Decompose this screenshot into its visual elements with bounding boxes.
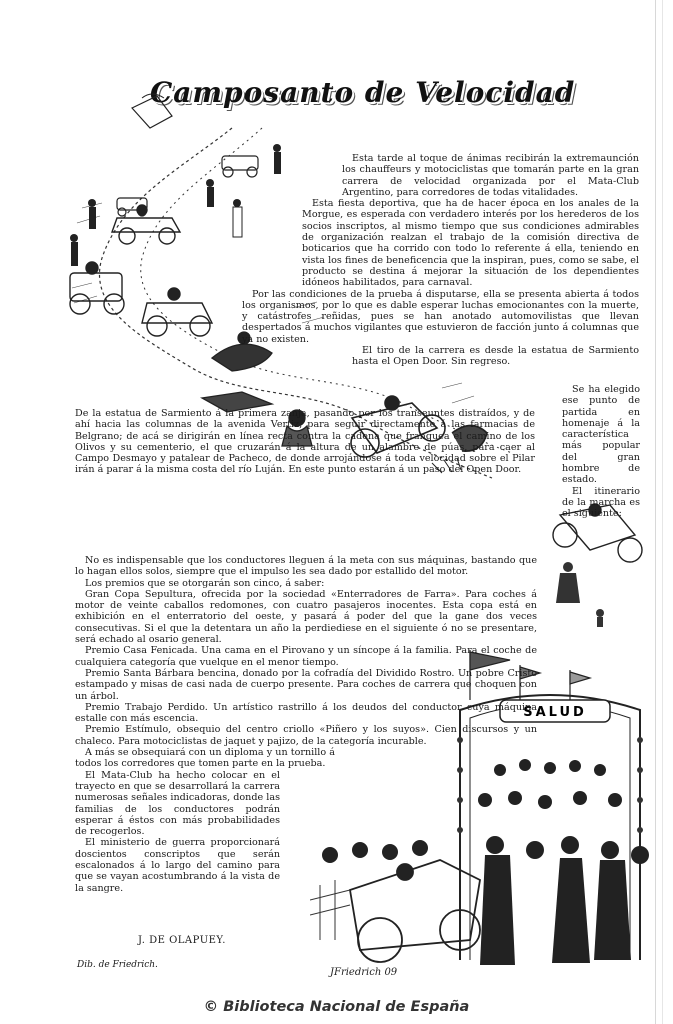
paragraph: Esta fiesta deportiva, que ha de hacer época en los anales de la Morgue, es esperada con verdadero interés por los herederos de los socios inscriptos, al mismo tiempo que sus condiciones admirables de organización realzan el trabajo de la comisión directiva de boticarios que ha corrido con todo lo referente á ella, teniendo en vista los fines de beneficencia que la inspiran, pues, como se sabe, el producto se destina á mejorar la situación de los dependientes idóneos habilitados, para carnaval. — [302, 198, 639, 289]
car-crash — [70, 262, 212, 336]
paragraph: El itinerario de la marcha es el siguiente: — [562, 485, 640, 520]
paragraph: El tiro de la carrera es desde la estatua de Sarmiento hasta el Open Door. Sin regreso. — [352, 345, 639, 368]
paragraph: De la estatua de Sarmiento á la primera zanja, pasando por los transeuntes distraídos, y de ahí hacia las columnas de la avenida Vertiz, para seguir directamente á las farmacias de Belgrano; de acá se dirigirán en línea recta contra la cadena que franquea el camino de los Olivos y su cementerio, el que cruzarán á la altura de un alambre de púas, para caer al Campo Desmayo y patalear de Pacheco, de donde arrojándose á toda velocidad sobre el Pilar irán á parar á la misma costa del río Luján. En este punto estarán á un paso del Open Door. — [75, 408, 535, 476]
artist-signature: JFriedrich 09 — [330, 967, 398, 978]
drawing-credit: Dib. de Friedrich. — [77, 960, 158, 970]
text-right — [562, 384, 640, 520]
paragraph: Esta tarde al toque de ánimas recibirán la extremaunción los chauffeurs y motociclistas que tomarán parte en la gran carrera de velocidad organizada por el Mata-Club Argentino, para corredores de todas vitalidades. — [342, 153, 639, 198]
paragraph: Gran Copa Sepultura, ofrecida por la sociedad «Enterradores de Farra». Para coches á motor de veinte caballos redomones, con cuatro pasajeros inocentes. Esta copa está en exhibición en el enterratorio del oeste, y pasará á poder del que la gane dos veces consecutivas. Si el que la detentara un año la perdiediese en el siguiente ó no se presentare, será echado al osario general. — [75, 588, 537, 646]
paragraph: No es indispensable que los conductores lleguen á la meta con sus máquinas, bastando que lo hagan ellos solos, siempre que el impulso les sea dado por estallido del motor. — [75, 555, 537, 578]
paragraph: El ministerio de guerra proporcionará doscientos conscriptos que serán escalonados á lo largo del camino para que se vayan acostumbrando á la vista de la sangre. — [75, 837, 280, 894]
salud-banner: SALUD — [523, 705, 587, 720]
text-mid — [75, 555, 537, 894]
paragraph: A más se obsequiará con un diploma y un tornillo á todos los corredores que tomen parte en la prueba. — [75, 747, 335, 770]
text-top — [232, 153, 639, 368]
page-edge — [655, 0, 673, 1024]
footer-credit: © Biblioteca Nacional de España — [203, 999, 470, 1015]
paragraph: Por las condiciones de la prueba á disputarse, ella se presenta abierta á todos los organismos, por lo que es dable esperar luchas emocionantes con la muerte, y catástrofes reñidas, pues se han anotado automovilistas que llevan despertados á muchos vigilantes que estuvieron de facción junto á columnas que ya no existen. — [242, 288, 639, 345]
paragraph: Los premios que se otorgarán son cinco, á saber: — [85, 577, 325, 589]
paragraph: Se ha elegido ese punto de partida en homenaje á la característica más popular del gran hombre de estado. — [562, 384, 640, 486]
paragraph: Premio Santa Bárbara bencina, donado por la cofradía del Dividido Rostro. Un pobre Cristo estampado y misas de casi nada de cuerpo presente. Para coches de carrera que choquen con un árbol. — [75, 667, 537, 702]
car-mid — [112, 205, 180, 244]
author-signature: J. DE OLAPUEY. — [138, 935, 226, 946]
page-title: Camposanto de Velocidad — [150, 76, 576, 109]
paragraph: Premio Estímulo, obsequio del centro criollo «Piñero y los suyos». Cien discursos y un chaleco. Para motociclistas de jaquet y pajizo, de la categoría incurable. — [75, 724, 537, 747]
paragraph: Premio Casa Fenicada. Una cama en el Pirovano y un síncope á la familia. Para el coche de cualquiera categoría que vuelque en el menor tiempo. — [75, 645, 537, 668]
paragraph: El Mata-Club ha hecho colocar en el trayecto en que se desarrollará la carrera numerosas señales indicadoras, donde las familias de los conductores podrán esperar á éstos con más probabilidades de recogerlos. — [75, 769, 280, 838]
paragraph: Premio Trabajo Perdido. Un artístico rastrillo á los deudos del conductor cuya máquina estalle con más escencia. — [75, 701, 537, 725]
text-left — [75, 408, 535, 476]
